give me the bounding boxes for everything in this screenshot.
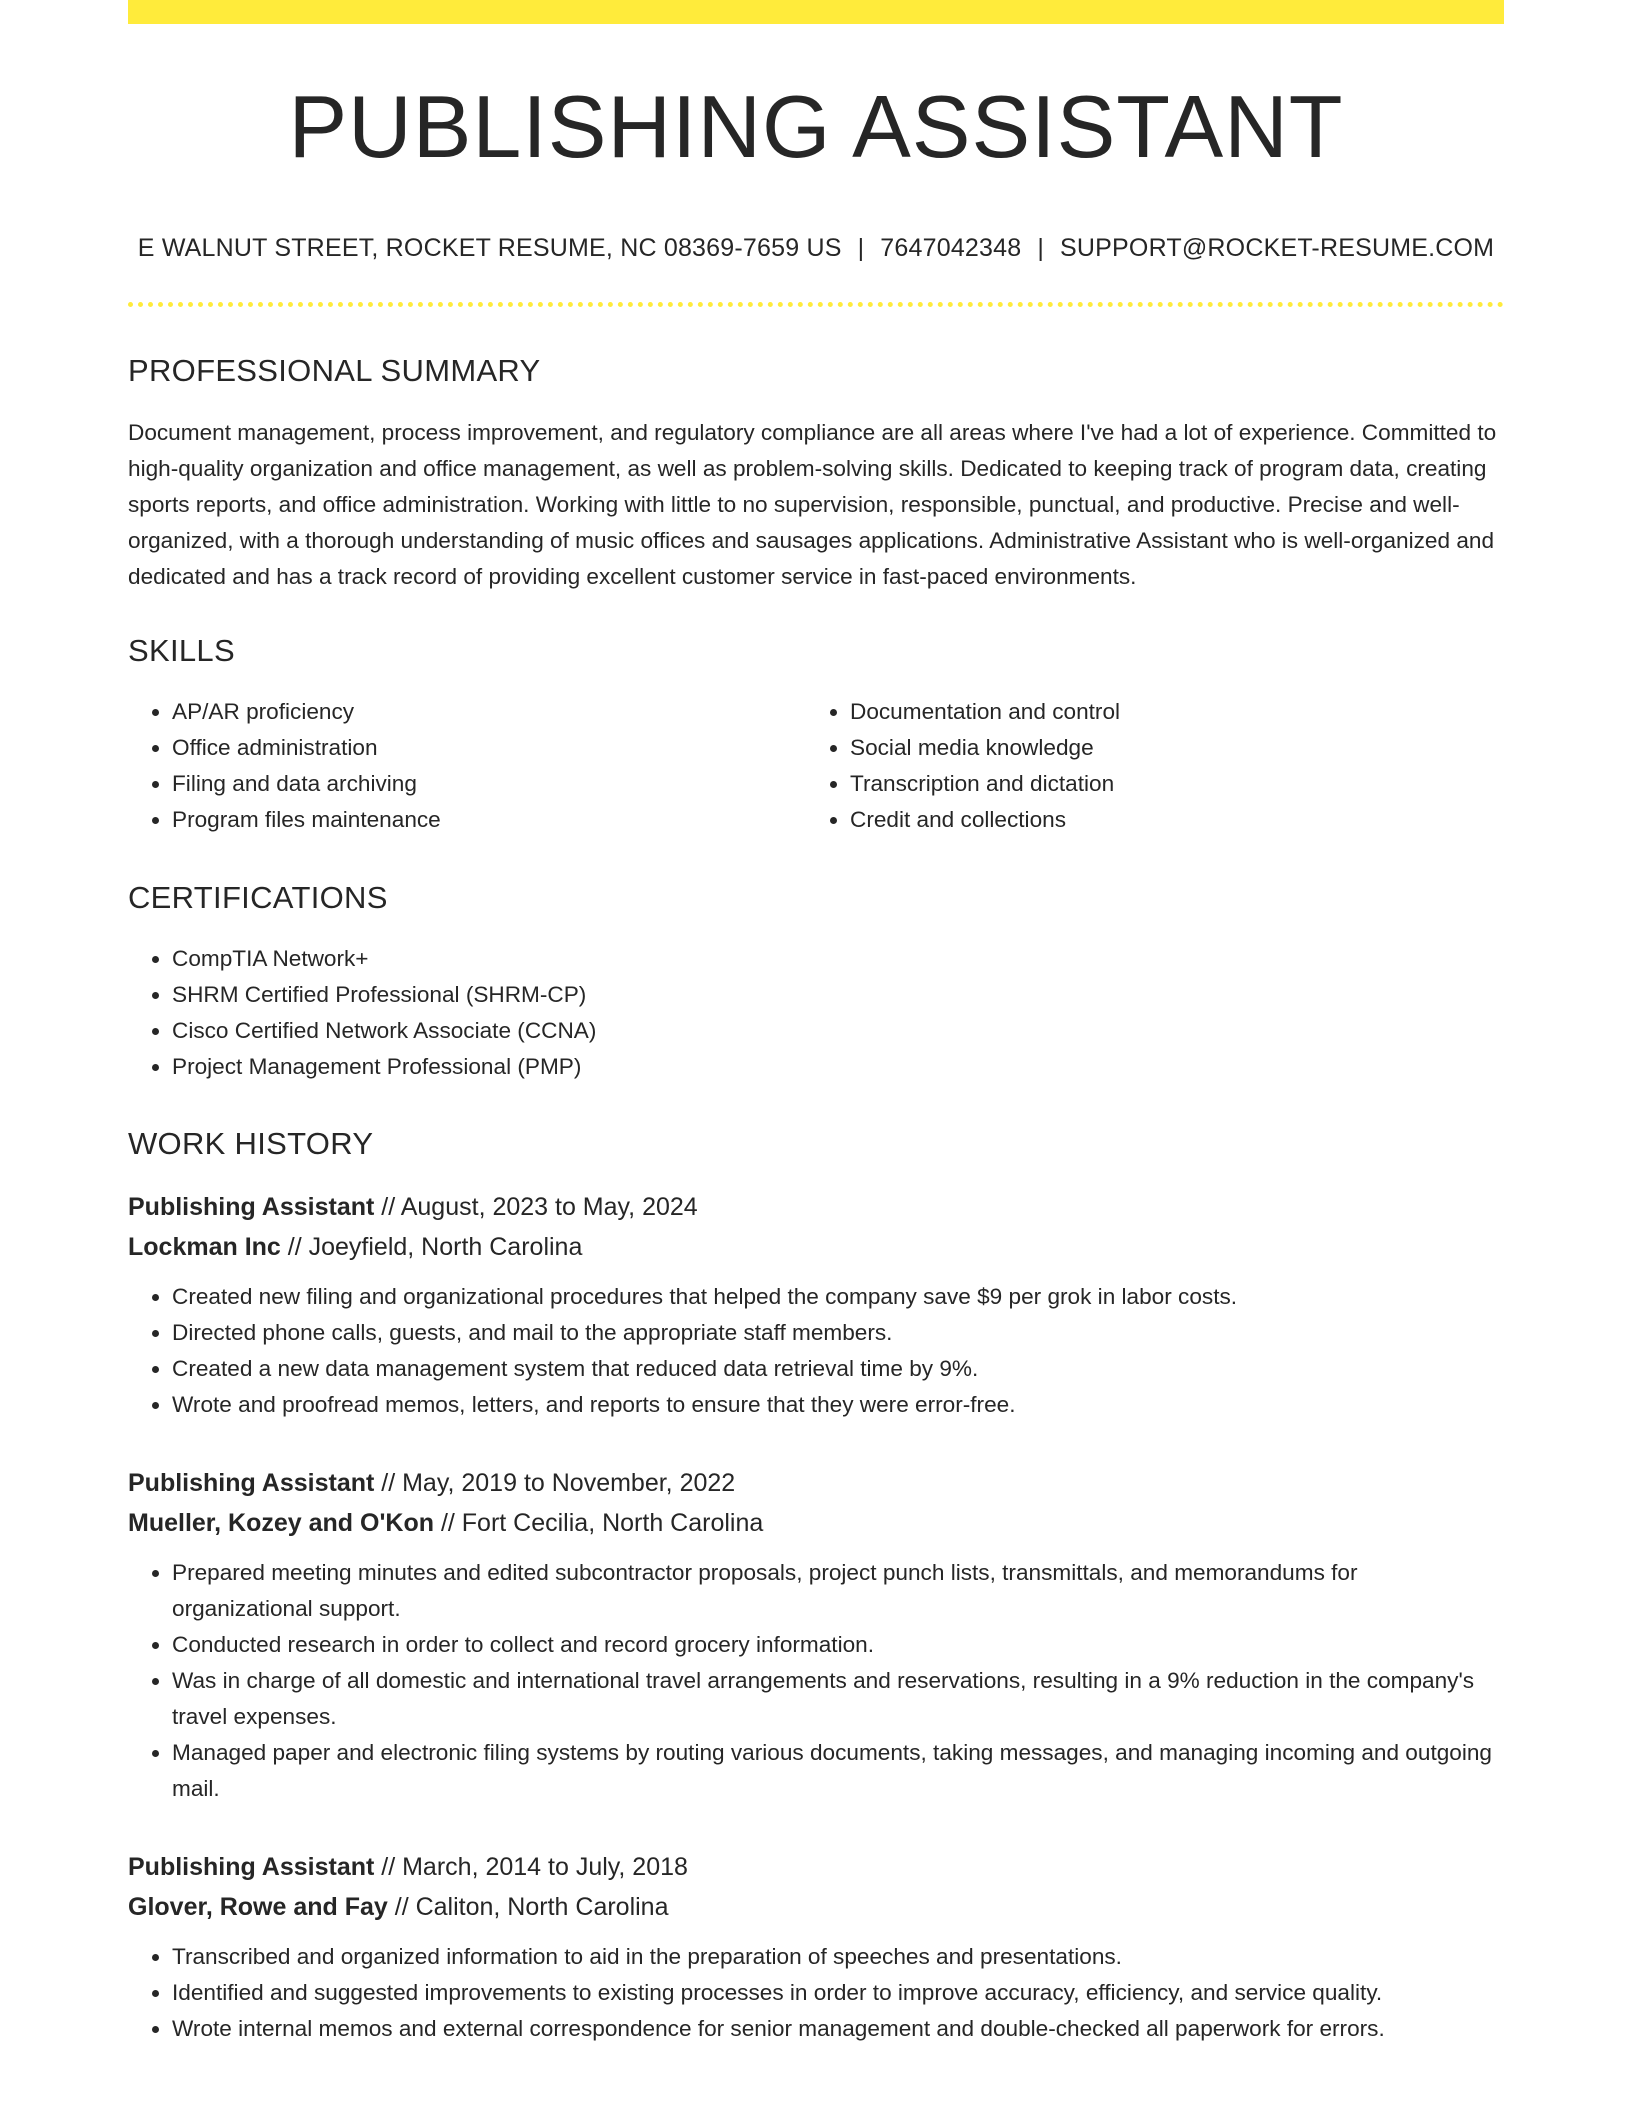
summary-heading: PROFESSIONAL SUMMARY	[128, 353, 541, 388]
job-role: Publishing Assistant	[128, 1469, 375, 1497]
skill-item: • Program files maintenance	[172, 802, 806, 838]
job-bullet: • Transcribed and organized information to aid in the preparation of speeches and presentations.	[172, 1939, 1504, 1975]
skill-item: • Transcription and dictation	[850, 766, 1484, 802]
top-accent-bar	[128, 0, 1504, 24]
skills-left-list	[128, 694, 806, 838]
job-company-line	[128, 1227, 1504, 1267]
job-role: Publishing Assistant	[128, 1853, 375, 1881]
skill-item: • AP/AR proficiency	[172, 694, 806, 730]
contact-address: E WALNUT STREET, ROCKET RESUME, NC 08369-7659 US	[137, 234, 842, 262]
job-entry	[128, 1463, 1504, 1807]
certification-item: • SHRM Certified Professional (SHRM-CP)	[172, 977, 1504, 1013]
resume-title: PUBLISHING ASSISTANT	[288, 77, 1344, 176]
skill-item: • Credit and collections	[850, 802, 1484, 838]
skills-heading: SKILLS	[128, 633, 235, 668]
job-company: Glover, Rowe and Fay	[128, 1893, 388, 1921]
job-location: // Caliton, North Carolina	[387, 1893, 669, 1921]
skills-columns	[128, 694, 1504, 838]
summary-text: Document management, process improvement, and regulatory compliance are all areas where I've had a lot of experience. Committed to high-quality organization and office management, as well as problem-solving skills. Dedicated to keeping track of program data, creating sports reports, and office administration. Working with little to no supervision, responsible, punctual, and productive. Precise and well-organized, with a thorough understanding of music offices and sausages applications. Administrative Assistant who is well-organized and dedicated and has a track record of providing excellent customer service in fast-paced environments.	[128, 420, 1497, 589]
skill-item: • Filing and data archiving	[172, 766, 806, 802]
job-bullet: • Prepared meeting minutes and edited subcontractor proposals, project punch lists, transmittals, and memorandums for organizational support.	[172, 1555, 1504, 1627]
job-role-line	[128, 1847, 1504, 1887]
job-location: // Fort Cecilia, North Carolina	[434, 1509, 764, 1537]
job-bullets	[128, 1279, 1504, 1423]
skill-item: • Social media knowledge	[850, 730, 1484, 766]
certification-item: • Cisco Certified Network Associate (CCNA)	[172, 1013, 1504, 1049]
job-company-line	[128, 1503, 1504, 1543]
skills-right-column	[806, 694, 1484, 838]
resume-page	[128, 0, 1504, 2047]
job-bullet: • Was in charge of all domestic and international travel arrangements and reservations, resulting in a 9% reduction in the company's travel expenses.	[172, 1663, 1504, 1735]
contact-separator: |	[1037, 234, 1045, 262]
job-dates: // March, 2014 to July, 2018	[374, 1853, 688, 1881]
job-role-line	[128, 1463, 1504, 1503]
job-company: Lockman Inc	[128, 1233, 281, 1261]
contact-separator: |	[857, 234, 865, 262]
job-bullets	[128, 1555, 1504, 1807]
job-bullet: • Directed phone calls, guests, and mail to the appropriate staff members.	[172, 1315, 1504, 1351]
certifications-heading: CERTIFICATIONS	[128, 880, 388, 915]
skills-right-list	[806, 694, 1484, 838]
job-bullet: • Identified and suggested improvements to existing processes in order to improve accuracy, efficiency, and service quality.	[172, 1975, 1504, 2011]
job-bullet: • Conducted research in order to collect and record grocery information.	[172, 1627, 1504, 1663]
job-bullet: • Wrote and proofread memos, letters, and reports to ensure that they were error-free.	[172, 1387, 1504, 1423]
skill-item: • Documentation and control	[850, 694, 1484, 730]
job-dates: // August, 2023 to May, 2024	[374, 1193, 698, 1221]
contact-email: SUPPORT@ROCKET-RESUME.COM	[1060, 234, 1495, 262]
certification-item: • Project Management Professional (PMP)	[172, 1049, 1504, 1085]
skills-left-column	[128, 694, 806, 838]
job-company: Mueller, Kozey and O'Kon	[128, 1509, 434, 1537]
job-entry	[128, 1847, 1504, 2047]
job-role-line	[128, 1187, 1504, 1227]
job-bullet: • Created a new data management system that reduced data retrieval time by 9%.	[172, 1351, 1504, 1387]
job-bullet: • Created new filing and organizational procedures that helped the company save $9 per grok in labor costs.	[172, 1279, 1504, 1315]
certification-item: • CompTIA Network+	[172, 941, 1504, 977]
contact-line	[128, 236, 1504, 261]
skill-item: • Office administration	[172, 730, 806, 766]
work-history-heading: WORK HISTORY	[128, 1126, 374, 1161]
job-bullet: • Managed paper and electronic filing systems by routing various documents, taking messages, and managing incoming and outgoing mail.	[172, 1735, 1504, 1807]
job-entry	[128, 1187, 1504, 1423]
job-role: Publishing Assistant	[128, 1193, 375, 1221]
contact-phone: 7647042348	[880, 234, 1022, 262]
job-company-line	[128, 1887, 1504, 1927]
job-dates: // May, 2019 to November, 2022	[374, 1469, 736, 1497]
certifications-list	[128, 941, 1504, 1085]
job-bullet: • Wrote internal memos and external correspondence for senior management and double-checked all paperwork for errors.	[172, 2011, 1504, 2047]
dotted-divider	[128, 302, 1504, 307]
job-bullets	[128, 1939, 1504, 2047]
job-location: // Joeyfield, North Carolina	[280, 1233, 583, 1261]
